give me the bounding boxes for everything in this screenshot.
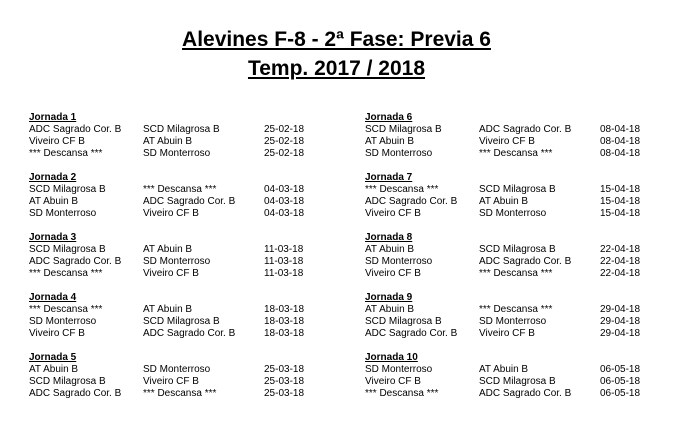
away-team: *** Descansa *** — [143, 184, 217, 195]
match-row — [29, 364, 329, 376]
away-team: ADC Sagrado Cor. B — [479, 124, 572, 135]
home-team: SD Monterroso — [365, 364, 433, 375]
away-team: *** Descansa *** — [479, 268, 553, 279]
home-team: ADC Sagrado Cor. B — [29, 124, 122, 135]
away-team: AT Abuin B — [143, 304, 193, 315]
away-team: Viveiro CF B — [479, 136, 535, 147]
match-row — [29, 208, 329, 220]
home-team: ADC Sagrado Cor. B — [29, 388, 122, 399]
away-team: SCD Milagrosa B — [479, 244, 556, 255]
match-row — [29, 136, 329, 148]
match-date: 15-04-18 — [600, 184, 641, 195]
match-date: 06-05-18 — [600, 388, 641, 399]
away-team: Viveiro CF B — [143, 268, 199, 279]
home-team: SCD Milagrosa B — [29, 244, 106, 255]
home-team: SCD Milagrosa B — [365, 124, 442, 135]
match-row — [365, 256, 665, 268]
jornada-block — [365, 292, 665, 352]
away-team: ADC Sagrado Cor. B — [479, 256, 572, 267]
match-date: 15-04-18 — [600, 208, 641, 219]
match-row — [365, 328, 665, 340]
home-team: AT Abuin B — [29, 364, 79, 375]
home-team: *** Descansa *** — [365, 388, 439, 399]
match-date: 08-04-18 — [600, 136, 641, 147]
match-date: 22-04-18 — [600, 268, 641, 279]
jornada-block — [365, 112, 665, 172]
match-row — [365, 136, 665, 148]
match-row — [365, 364, 665, 376]
away-team: SD Monterroso — [143, 148, 211, 159]
home-team: ADC Sagrado Cor. B — [29, 256, 122, 267]
match-date: 04-03-18 — [264, 208, 305, 219]
home-team: Viveiro CF B — [365, 376, 421, 387]
match-date: 18-03-18 — [264, 328, 305, 339]
away-team: SCD Milagrosa B — [479, 376, 556, 387]
home-team: AT Abuin B — [365, 136, 415, 147]
match-date: 22-04-18 — [600, 244, 641, 255]
match-date: 04-03-18 — [264, 196, 305, 207]
match-date: 18-03-18 — [264, 304, 305, 315]
jornada-label: Jornada 8 — [365, 232, 413, 243]
home-team: SCD Milagrosa B — [29, 184, 106, 195]
match-row — [365, 196, 665, 208]
home-team: Viveiro CF B — [365, 268, 421, 279]
jornada-block — [29, 352, 329, 412]
away-team: *** Descansa *** — [479, 148, 553, 159]
match-row — [365, 244, 665, 256]
away-team: AT Abuin B — [143, 244, 193, 255]
match-row — [29, 304, 329, 316]
match-row — [29, 328, 329, 340]
home-team: AT Abuin B — [365, 304, 415, 315]
match-date: 25-03-18 — [264, 388, 305, 399]
jornada-block — [29, 172, 329, 232]
jornada-block — [365, 352, 665, 412]
match-row — [365, 304, 665, 316]
match-row — [365, 184, 665, 196]
season-title: Temp. 2017 / 2018 — [247, 57, 426, 80]
jornada-label: Jornada 7 — [365, 172, 413, 183]
match-row — [29, 148, 329, 160]
home-team: SCD Milagrosa B — [365, 316, 442, 327]
home-team: SD Monterroso — [365, 148, 433, 159]
match-date: 29-04-18 — [600, 304, 641, 315]
home-team: AT Abuin B — [365, 244, 415, 255]
match-row — [29, 244, 329, 256]
away-team: SCD Milagrosa B — [143, 316, 220, 327]
match-date: 25-02-18 — [264, 136, 305, 147]
match-row — [29, 268, 329, 280]
jornada-block — [29, 292, 329, 352]
match-date: 08-04-18 — [600, 124, 641, 135]
home-team: *** Descansa *** — [29, 268, 103, 279]
home-team: Viveiro CF B — [365, 208, 421, 219]
match-date: 29-04-18 — [600, 328, 641, 339]
schedule-column-left — [29, 112, 329, 412]
match-date: 11-03-18 — [264, 244, 304, 255]
match-date: 25-03-18 — [264, 376, 305, 387]
jornada-block — [29, 112, 329, 172]
away-team: ADC Sagrado Cor. B — [143, 328, 236, 339]
away-team: SD Monterroso — [143, 256, 211, 267]
match-row — [365, 124, 665, 136]
match-row — [29, 256, 329, 268]
home-team: *** Descansa *** — [29, 148, 103, 159]
match-row — [29, 388, 329, 400]
match-row — [365, 388, 665, 400]
match-date: 15-04-18 — [600, 196, 641, 207]
away-team: Viveiro CF B — [143, 376, 199, 387]
home-team: SD Monterroso — [365, 256, 433, 267]
match-row — [365, 268, 665, 280]
away-team: AT Abuin B — [479, 364, 529, 375]
match-row — [29, 196, 329, 208]
match-date: 25-02-18 — [264, 124, 305, 135]
match-date: 08-04-18 — [600, 148, 641, 159]
away-team: SCD Milagrosa B — [143, 124, 220, 135]
home-team: SCD Milagrosa B — [29, 376, 106, 387]
away-team: Viveiro CF B — [143, 208, 199, 219]
jornada-block — [29, 232, 329, 292]
home-team: *** Descansa *** — [365, 184, 439, 195]
jornada-block — [365, 172, 665, 232]
match-date: 11-03-18 — [264, 256, 304, 267]
match-date: 29-04-18 — [600, 316, 641, 327]
match-date: 04-03-18 — [264, 184, 305, 195]
away-team: ADC Sagrado Cor. B — [479, 388, 572, 399]
match-row — [29, 316, 329, 328]
away-team: ADC Sagrado Cor. B — [143, 196, 236, 207]
jornada-label: Jornada 10 — [365, 352, 418, 363]
home-team: SD Monterroso — [29, 316, 97, 327]
away-team: SD Monterroso — [479, 208, 547, 219]
home-team: AT Abuin B — [29, 196, 79, 207]
jornada-label: Jornada 2 — [29, 172, 77, 183]
jornada-block — [365, 232, 665, 292]
jornada-label: Jornada 9 — [365, 292, 413, 303]
away-team: *** Descansa *** — [479, 304, 553, 315]
match-row — [365, 148, 665, 160]
schedule-column-right — [365, 112, 665, 412]
home-team: SD Monterroso — [29, 208, 97, 219]
away-team: Viveiro CF B — [479, 328, 535, 339]
match-date: 11-03-18 — [264, 268, 304, 279]
match-row — [29, 184, 329, 196]
match-date: 18-03-18 — [264, 316, 305, 327]
jornada-label: Jornada 6 — [365, 112, 413, 123]
jornada-label: Jornada 5 — [29, 352, 77, 363]
match-date: 25-02-18 — [264, 148, 305, 159]
away-team: SD Monterroso — [143, 364, 211, 375]
match-date: 22-04-18 — [600, 256, 641, 267]
away-team: *** Descansa *** — [143, 388, 217, 399]
home-team: Viveiro CF B — [29, 328, 85, 339]
home-team: ADC Sagrado Cor. B — [365, 328, 458, 339]
jornada-label: Jornada 1 — [29, 112, 77, 123]
home-team: ADC Sagrado Cor. B — [365, 196, 458, 207]
match-row — [365, 316, 665, 328]
away-team: AT Abuin B — [479, 196, 529, 207]
away-team: AT Abuin B — [143, 136, 193, 147]
match-row — [29, 124, 329, 136]
match-date: 25-03-18 — [264, 364, 305, 375]
away-team: SCD Milagrosa B — [479, 184, 556, 195]
match-date: 06-05-18 — [600, 364, 641, 375]
jornada-label: Jornada 3 — [29, 232, 77, 243]
match-row — [365, 376, 665, 388]
home-team: *** Descansa *** — [29, 304, 103, 315]
page-title: Alevines F-8 - 2ª Fase: Previa 6 — [182, 28, 491, 51]
match-row — [29, 376, 329, 388]
away-team: SD Monterroso — [479, 316, 547, 327]
match-row — [365, 208, 665, 220]
match-date: 06-05-18 — [600, 376, 641, 387]
jornada-label: Jornada 4 — [29, 292, 77, 303]
home-team: Viveiro CF B — [29, 136, 85, 147]
